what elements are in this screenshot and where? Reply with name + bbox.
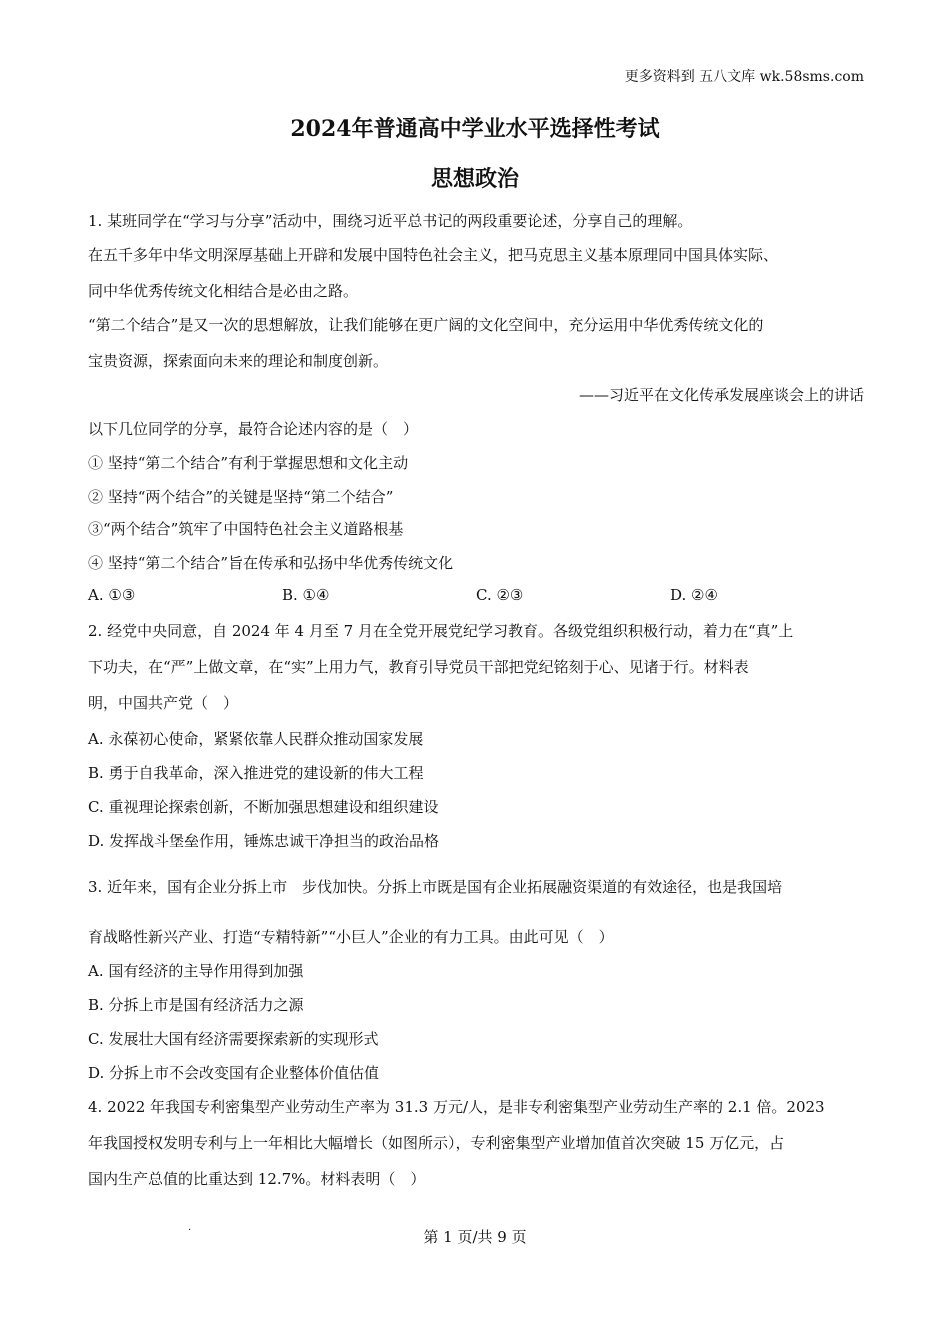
q2-line-1: 2. 经党中央同意，自 2024 年 4 月至 7 月在全党开展党纪学习教育。各级党组织积极行动，着力在“真”上	[88, 622, 794, 640]
q3-option-b: B. 分拆上市是国有经济活力之源	[88, 996, 304, 1014]
q1-question: 以下几位同学的分享，最符合论述内容的是（ ）	[88, 420, 419, 438]
header-note: 更多资料到 五八文库 wk.58sms.com	[624, 69, 864, 85]
q4-line-3: 国内生产总值的比重达到 12.7%。材料表明（ ）	[88, 1170, 426, 1188]
q2-option-c: C. 重视理论探索创新，不断加强思想建设和组织建设	[88, 798, 439, 816]
q2-option-a: A. 永葆初心使命，紧紧依靠人民群众推动国家发展	[88, 730, 424, 748]
q3-option-c: C. 发展壮大国有经济需要探索新的实现形式	[88, 1030, 379, 1048]
subject-title: 思想政治	[430, 166, 519, 192]
q1-option-a: A. ①③	[88, 586, 136, 604]
q1-quote1-line2: 同中华优秀传统文化相结合是必由之路。	[88, 282, 359, 300]
q1-stem: 1. 某班同学在“学习与分享”活动中，围绕习近平总书记的两段重要论述，分享自己的理解。	[88, 212, 693, 230]
q3-line-1: 3. 近年来，国有企业分拆上市 步伐加快。分拆上市既是国有企业拓展融资渠道的有效途径，也是我国培	[88, 878, 783, 896]
q1-option-d: D. ②④	[670, 586, 718, 604]
q1-item-3: ③“两个结合”筑牢了中国特色社会主义道路根基	[88, 520, 404, 538]
q2-option-d: D. 发挥战斗堡垒作用，锤炼忠诚干净担当的政治品格	[88, 832, 440, 850]
q1-item-2: ② 坚持“两个结合”的关键是坚持“第二个结合”	[88, 488, 394, 506]
q1-quote2-line2: 宝贵资源，探索面向未来的理论和制度创新。	[88, 352, 389, 370]
q2-line-3: 明，中国共产党（ ）	[88, 694, 239, 712]
q3-option-d: D. 分拆上市不会改变国有企业整体价值估值	[88, 1064, 380, 1082]
q4-line-1: 4. 2022 年我国专利密集型产业劳动生产率为 31.3 万元/人，是非专利密集型产业劳动生产率的 2.1 倍。2023	[88, 1098, 825, 1116]
page-footer: 第 1 页/共 9 页	[423, 1228, 527, 1246]
stray-mark: .	[188, 1222, 192, 1233]
q1-quote-source: ——习近平在文化传承发展座谈会上的讲话	[578, 386, 864, 404]
q2-line-2: 下功夫，在“严”上做文章，在“实”上用力气，教育引导党员干部把党纪铭刻于心、见诸于行。材料表	[88, 658, 749, 676]
q1-item-1: ① 坚持“第二个结合”有利于掌握思想和文化主动	[88, 454, 409, 472]
q1-option-b: B. ①④	[282, 586, 330, 604]
q3-option-a: A. 国有经济的主导作用得到加强	[88, 962, 304, 980]
q1-item-4: ④ 坚持“第二个结合”旨在传承和弘扬中华优秀传统文化	[88, 554, 454, 572]
q4-line-2: 年我国授权发明专利与上一年相比大幅增长（如图所示），专利密集型产业增加值首次突破 15 万亿元，占	[88, 1134, 785, 1152]
exam-title: 2024年普通高中学业水平选择性考试	[290, 116, 660, 142]
q1-quote1-line1: 在五千多年中华文明深厚基础上开辟和发展中国特色社会主义，把马克思主义基本原理同中国具体实际、	[88, 246, 779, 264]
q2-option-b: B. 勇于自我革命，深入推进党的建设新的伟大工程	[88, 764, 424, 782]
q3-line-2: 育战略性新兴产业、打造“专精特新”“小巨人”企业的有力工具。由此可见（ ）	[88, 928, 614, 946]
q1-quote2-line1: “第二个结合”是又一次的思想解放，让我们能够在更广阔的文化空间中，充分运用中华优秀传统文化的	[88, 316, 764, 334]
q1-option-c: C. ②③	[476, 586, 524, 604]
